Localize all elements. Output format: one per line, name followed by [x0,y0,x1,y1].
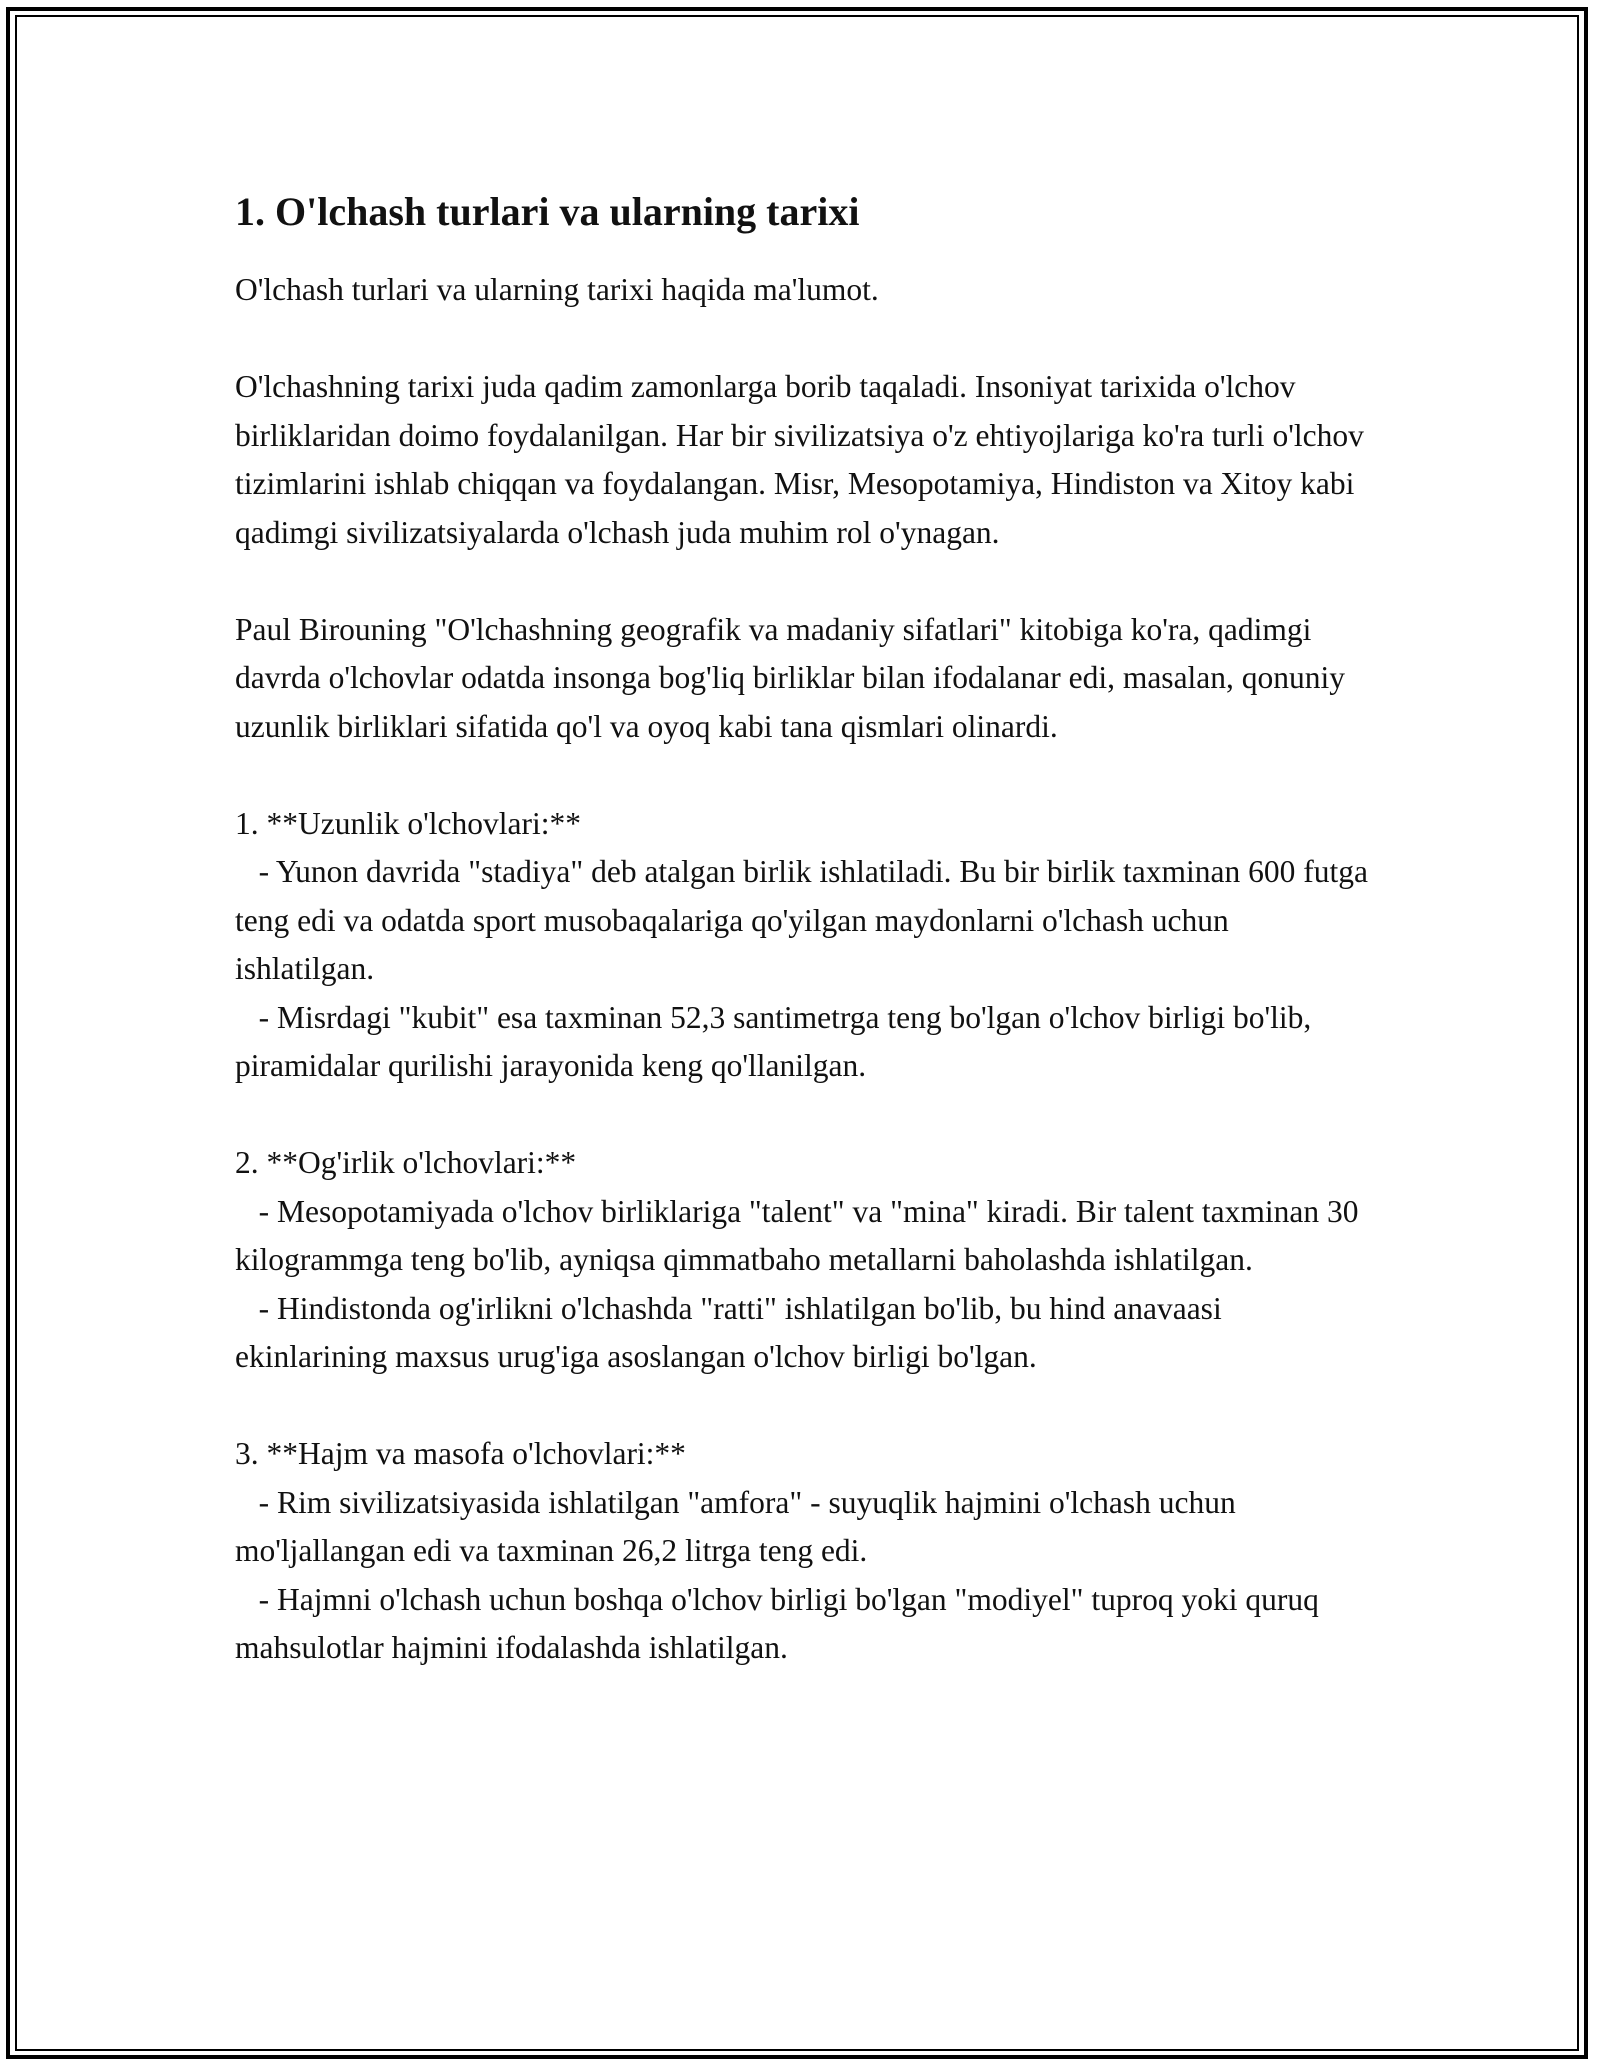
section-volume [235,1430,1370,1673]
section-heading: 1. **Uzunlik o'lchovlari:** [235,805,581,841]
paragraph-gap [235,751,1370,800]
section-item: - Mesopotamiyada o'lchov birliklariga "talent" va "mina" kiradi. Bir talent taxminan 30 kilogrammga teng bo'lib, ayniqsa qimmatbaho metallarni baholashda ishlatilgan. [235,1193,1367,1277]
intro-paragraph: O'lchash turlari va ularning tarixi haqida ma'lumot. [235,272,879,307]
section-item: - Hindistonda og'irlikni o'lchashda "ratti" ishlatilgan bo'lib, bu hind anavaasi ekinlarining maxsus urug'iga asoslangan o'lchov birligi bo'lgan. [235,1290,1230,1374]
section-length [235,800,1376,1091]
section-weight [235,1139,1370,1382]
section-item: - Rim sivilizatsiyasida ishlatilgan "amfora" - suyuqlik hajmini o'lchash uchun mo'ljallangan edi va taxminan 26,2 litrga teng edi. [235,1484,1244,1568]
birouning-paragraph: Paul Birouning "O'lchashning geografik va madaniy sifatlari" kitobiga ko'ra, qadimgi davrda o'lchovlar odatda insonga bog'liq birliklar bilan ifodalanar edi, masalan, qonuniy uzunlik birliklari sifatida qo'l va oyoq kabi tana qismlari olinardi. [235,611,1353,744]
section-heading: 2. **Og'irlik o'lchovlari:** [235,1145,577,1180]
document-body [235,186,1376,1673]
section-heading: 3. **Hajm va masofa o'lchovlari:** [235,1436,686,1471]
paragraph-gap [235,315,1370,364]
paragraph-gap [235,1091,1370,1140]
section-item: - Hajmni o'lchash uchun boshqa o'lchov birligi bo'lgan "modiyel" tuproq yoki quruq mahsulotlar hajmini ifodalashda ishlatilgan. [235,1581,1327,1665]
paragraph-gap [235,557,1370,606]
paragraph-gap [235,1382,1370,1431]
section-item: - Misrdagi "kubit" esa taxminan 52,3 santimetrga teng bo'lgan o'lchov birligi bo'lib, piramidalar qurilishi jarayonida keng qo'llanilgan. [235,999,1320,1083]
history-paragraph: O'lchashning tarixi juda qadim zamonlarga borib taqaladi. Insoniyat tarixida o'lchov birliklaridan doimo foydalanilgan. Har bir sivilizatsiya o'z ehtiyojlariga ko'ra turli o'lchov tizimlarini ishlab chiqqan va foydalangan. Misr, Mesopotamiya, Hindiston va Xitoy kabi qadimgi sivilizatsiyalarda o'lchash juda muhim rol o'ynagan. [235,369,1372,550]
section-item: - Yunon davrida "stadiya" deb atalgan birlik ishlatiladi. Bu bir birlik taxminan 600 futga teng edi va odatda sport musobaqalariga qo'yilgan maydonlarni o'lchash uchun ishlatilgan. [235,854,1376,986]
document-title: 1. O'lchash turlari va ularning tarixi [235,189,860,234]
